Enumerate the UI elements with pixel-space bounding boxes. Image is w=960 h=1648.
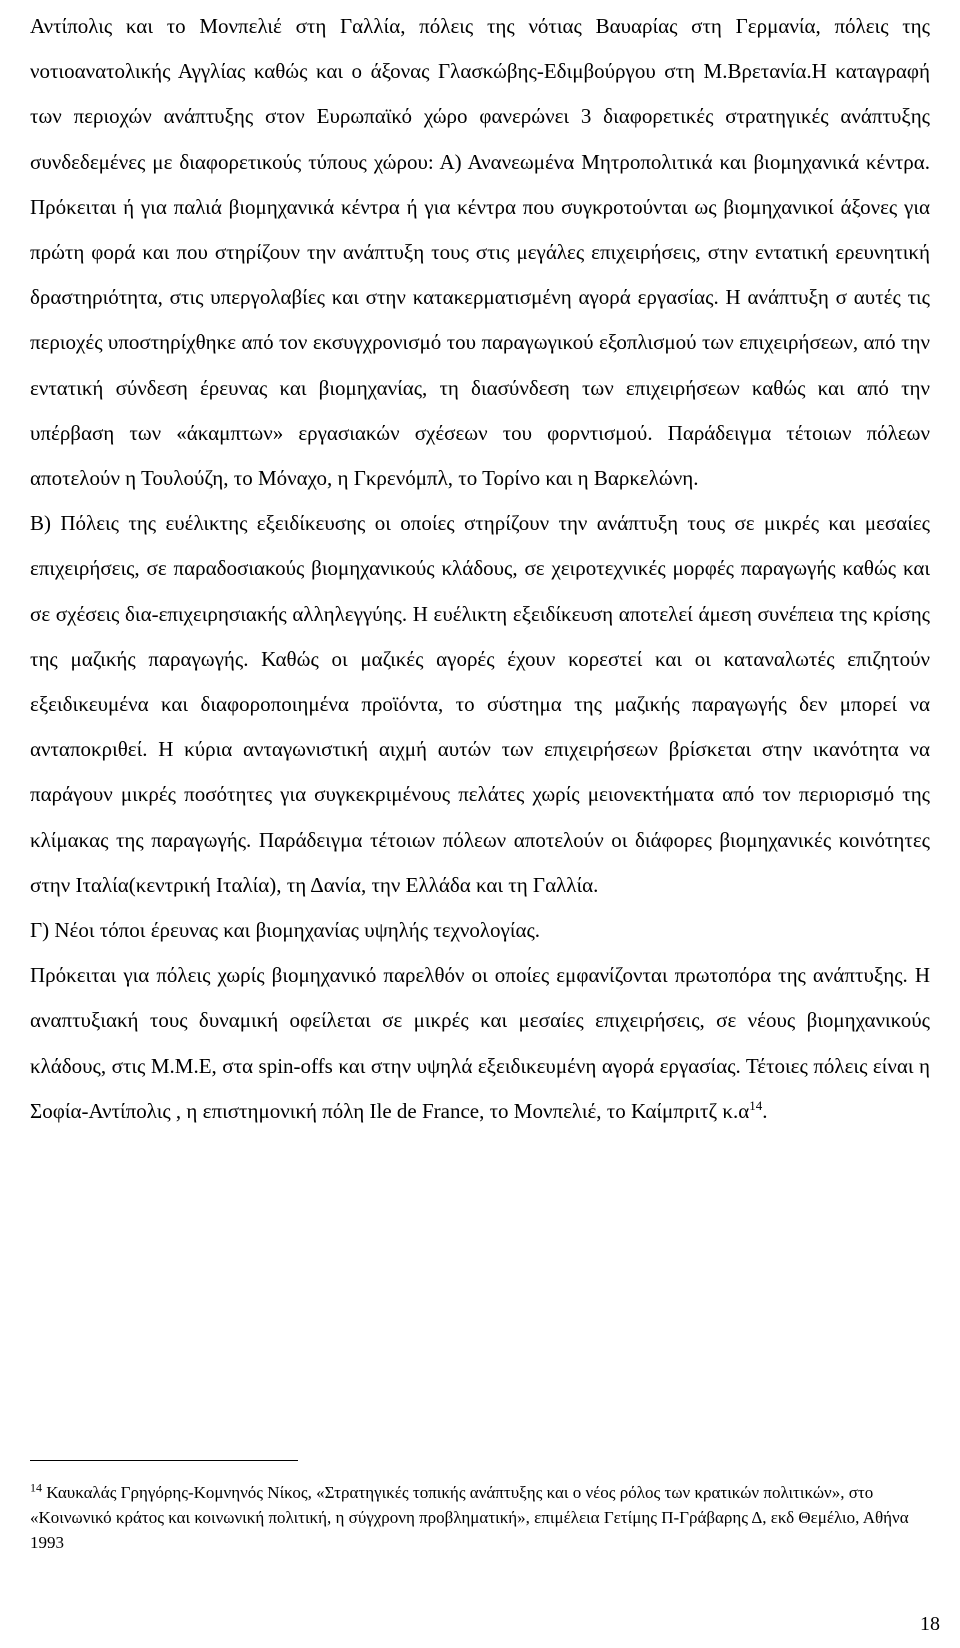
footnote-14: [30, 1480, 930, 1555]
paragraph-high-tech-heading: Γ) Νέοι τόποι έρευνας και βιομηχανίας υψηλής τεχνολογίας.: [30, 918, 541, 943]
paragraph-end-punctuation: .: [762, 1098, 768, 1123]
footnote-reference[interactable]: 14: [749, 1097, 763, 1113]
footnote-divider: [30, 1460, 298, 1461]
body-text: [30, 4, 930, 1134]
paragraph-high-tech-text: Πρόκειται για πόλεις χωρίς βιομηχανικό παρελθόν οι οποίες εμφανίζονται πρωτοπόρα της ανάπτυξης. Η αναπτυξιακή τους δυναμική οφείλεται σε μικρές και μεσαίες επιχειρήσεις, σε νέους βιομηχανικούς κλάδους, στις Μ.Μ.Ε, στα spin-offs και στην υψηλά εξειδικευμένη αγορά εργασίας. Τέτοιες πόλεις είναι η Σοφία-Αντίπολις , η επιστημονική πόλη Ile de France, το Μονπελιέ, το Καίμπριτζ κ.α: [30, 963, 930, 1123]
page-number: 18: [920, 1613, 940, 1635]
footnote-text: Καυκαλάς Γρηγόρης-Κομνηνός Νίκος, «Στρατηγικές τοπικής ανάπτυξης και ο νέος ρόλος των κρατικών πολιτικών», στο «Κοινωνικό κράτος και κοινωνική πολιτική, η σύγχρονη προβληματική», επιμέλεια Γετίμης Π-Γράβαρης Δ, εκδ Θεμέλιο, Αθήνα 1993: [30, 1483, 909, 1552]
footnote-marker: 14: [30, 1480, 42, 1495]
footnotes: [30, 1480, 930, 1555]
paragraph-flexible-specialization: Β) Πόλεις της ευέλικτης εξειδίκευσης οι οποίες στηρίζουν την ανάπτυξη τους σε μικρές και μεσαίες επιχειρήσεις, σε παραδοσιακούς βιομηχανικούς κλάδους, σε χειροτεχνικές μορφές παραγωγής καθώς και σε σχέσεις δια-επιχειρησιακής αλληλεγγύης. Η ευέλικτη εξειδίκευση αποτελεί άμεση συνέπεια της κρίσης της μαζικής παραγωγής. Καθώς οι μαζικές αγορές έχουν κορεστεί και οι καταναλωτές επιζητούν εξειδικευμένα και διαφοροποιημένα προϊόντα, το σύστημα της μαζικής παραγωγής δεν μπορεί να ανταποκριθεί. Η κύρια ανταγωνιστική αιχμή αυτών των επιχειρήσεων βρίσκεται στην ικανότητα να παράγουν μικρές ποσότητες για συγκεκριμένους πελάτες χωρίς μειονεκτήματα από τον περιορισμό της κλίμακας της παραγωγής. Παράδειγμα τέτοιων πόλεων αποτελούν οι διάφορες βιομηχανικές κοινότητες στην Ιταλία(κεντρική Ιταλία), τη Δανία, την Ελλάδα και τη Γαλλία.: [30, 511, 930, 897]
paragraph-strategies: Αντίπολις και το Μονπελιέ στη Γαλλία, πόλεις της νότιας Βαυαρίας στη Γερμανία, πόλεις της νοτιοανατολικής Αγγλίας καθώς και ο άξονας Γλασκώβης-Εδιμβούργου στη Μ.Βρετανία.Η καταγραφή των περιοχών ανάπτυξης στον Ευρωπαϊκό χώρο φανερώνει 3 διαφορετικές στρατηγικές ανάπτυξης συνδεδεμένες με διαφορετικούς τύπους χώρου: Α) Ανανεωμένα Μητροπολιτικά και βιομηχανικά κέντρα. Πρόκειται ή για παλιά βιομηχανικά κέντρα ή για κέντρα που συγκροτούνται ως βιομηχανικοί άξονες για πρώτη φορά και που στηρίζουν την ανάπτυξη τους στις μεγάλες επιχειρήσεις, στην εντατική ερευνητική δραστηριότητα, στις υπεργολαβίες και στην κατακερματισμένη αγορά εργασίας. Η ανάπτυξη σ αυτές τις περιοχές υποστηρίχθηκε από τον εκσυγχρονισμό του παραγωγικού εξοπλισμού των επιχειρήσεων, από την εντατική σύνδεση έρευνας και βιομηχανίας, τη διασύνδεση των επιχειρήσεων καθώς και από την υπέρβαση των «άκαμπτων» εργασιακών σχέσεων του φορντισμού. Παράδειγμα τέτοιων πόλεων αποτελούν η Τουλούζη, το Μόναχο, η Γκρενόμπλ, το Τορίνο και η Βαρκελώνη.: [30, 14, 930, 491]
paragraph-high-tech-cities: [30, 953, 930, 1134]
